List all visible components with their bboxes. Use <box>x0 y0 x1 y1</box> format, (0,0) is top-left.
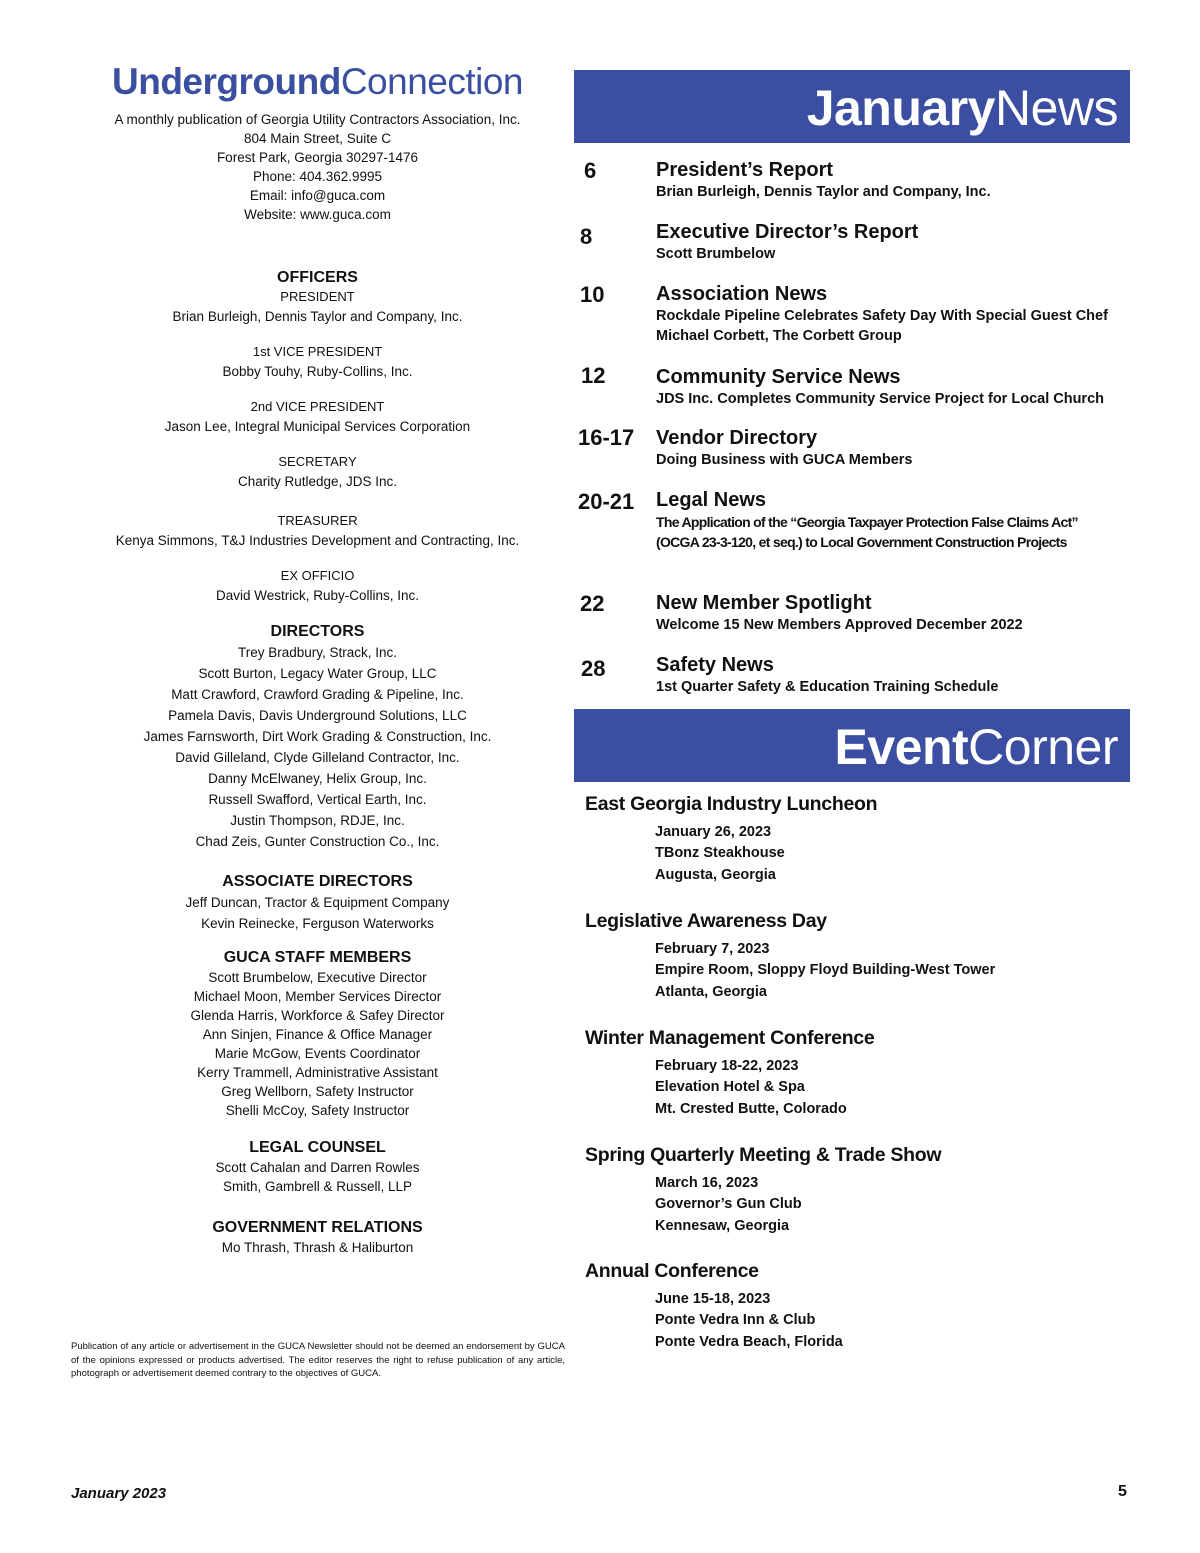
event-location: Atlanta, Georgia <box>655 983 767 1000</box>
government-relations-heading: GOVERNMENT RELATIONS <box>212 1219 423 1236</box>
staff-name: Scott Brumbelow, Executive Director <box>208 970 427 985</box>
officer-name: David Westrick, Ruby-Collins, Inc. <box>215 588 420 603</box>
director-name: Scott Burton, Legacy Water Group, LLC <box>198 666 437 681</box>
toc-subtitle: 1st Quarter Safety & Education Training Schedule <box>656 679 999 695</box>
disclaimer: Publication of any article or advertisement in the GUCA Newsletter should not be deemed an endorsement by GUCA of the opinions expressed or products advertised. The editor reserves the right to refuse publication of any article, photograph or advertisement deemed contrary to the objectives of GUCA. <box>71 1341 565 1379</box>
toc-title: Executive Director’s Report <box>656 221 919 243</box>
associate-director-name: Jeff Duncan, Tractor & Equipment Company <box>185 895 450 910</box>
banner-light: News <box>994 80 1118 136</box>
toc-page-number: 8 <box>580 224 593 249</box>
event-details <box>585 822 1130 886</box>
event-date: February 18-22, 2023 <box>655 1058 799 1074</box>
toc-page-number: 28 <box>581 656 606 681</box>
officer-role: TREASURER <box>277 513 358 528</box>
event-item <box>585 909 1130 1003</box>
tagline: A monthly publication of Georgia Utility Contractors Association, Inc. <box>114 112 521 127</box>
toc-title: Vendor Directory <box>656 427 818 449</box>
address-line-2: Forest Park, Georgia 30297-1476 <box>216 150 419 165</box>
staff-name: Marie McGow, Events Coordinator <box>214 1046 421 1061</box>
director-name: Chad Zeis, Gunter Construction Co., Inc. <box>195 834 440 849</box>
event-venue: Governor’s Gun Club <box>655 1196 802 1213</box>
officer-name: Bobby Touhy, Ruby-Collins, Inc. <box>222 364 413 379</box>
toc-page-number: 12 <box>581 363 606 388</box>
legal-counsel-name: Smith, Gambrell & Russell, LLP <box>222 1179 413 1194</box>
event-details <box>585 1173 1130 1237</box>
toc-subtitle: Welcome 15 New Members Approved December 2022 <box>656 617 1023 633</box>
event-title: Winter Management Conference <box>585 1027 875 1049</box>
event-details <box>585 1056 1130 1120</box>
publication-title <box>60 60 575 104</box>
toc-page-number: 20-21 <box>578 489 635 514</box>
footer-date: January 2023 <box>71 1485 167 1502</box>
officer-name: Brian Burleigh, Dennis Taylor and Company, Inc. <box>172 309 463 324</box>
officer-entry <box>60 288 575 327</box>
staff-list <box>60 968 575 1120</box>
officer-role: 2nd VICE PRESIDENT <box>250 399 385 414</box>
staff-name: Michael Moon, Member Services Director <box>193 989 442 1004</box>
toc-page-number: 10 <box>580 282 605 307</box>
toc-title: New Member Spotlight <box>656 592 872 614</box>
toc-subtitle: (OCGA 23-3-120, et seq.) to Local Government Construction Projects <box>656 534 1067 550</box>
banner-light: Corner <box>968 719 1118 775</box>
event-location: Ponte Vedra Beach, Florida <box>655 1333 843 1350</box>
event-location: Kennesaw, Georgia <box>655 1217 790 1234</box>
director-name: Justin Thompson, RDJE, Inc. <box>230 813 405 828</box>
officers-heading: OFFICERS <box>277 269 358 286</box>
event-venue: Ponte Vedra Inn & Club <box>655 1312 816 1329</box>
title-light: Connection <box>340 61 523 102</box>
staff-name: Greg Wellborn, Safety Instructor <box>221 1084 414 1099</box>
director-name: Matt Crawford, Crawford Grading & Pipeline, Inc. <box>171 687 464 702</box>
staff-heading: GUCA STAFF MEMBERS <box>223 949 412 966</box>
event-venue: Empire Room, Sloppy Floyd Building-West Tower <box>655 962 996 979</box>
government-relations-name: Mo Thrash, Thrash & Haliburton <box>221 1240 414 1255</box>
toc-body <box>656 282 1136 346</box>
legal-counsel-name: Scott Cahalan and Darren Rowles <box>215 1160 420 1175</box>
legal-counsel-heading: LEGAL COUNSEL <box>249 1139 386 1156</box>
associate-director-name: Kevin Reinecke, Ferguson Waterworks <box>201 916 434 931</box>
associate-directors-list <box>60 892 575 934</box>
event-item <box>585 1259 1130 1353</box>
title-bold: Underground <box>112 61 341 102</box>
toc-subtitle: Michael Corbett, The Corbett Group <box>656 328 902 344</box>
toc-title: Safety News <box>656 654 774 676</box>
toc-body <box>656 426 1136 470</box>
address-line-1: 804 Main Street, Suite C <box>243 131 392 146</box>
website: Website: www.guca.com <box>244 207 391 222</box>
legal-counsel-list <box>60 1158 575 1196</box>
email: Email: info@guca.com <box>249 188 386 203</box>
officer-name: Jason Lee, Integral Municipal Services Corporation <box>164 419 471 434</box>
toc-title: President’s Report <box>656 159 834 181</box>
directors-list <box>60 642 575 852</box>
officer-role: PRESIDENT <box>280 289 355 304</box>
toc-subtitle: Rockdale Pipeline Celebrates Safety Day With Special Guest Chef <box>656 308 1108 324</box>
director-name: Danny McElwaney, Helix Group, Inc. <box>208 771 427 786</box>
toc-title: Association News <box>656 283 828 305</box>
associate-directors-heading: ASSOCIATE DIRECTORS <box>222 873 413 890</box>
director-name: Russell Swafford, Vertical Earth, Inc. <box>208 792 427 807</box>
officer-entry <box>60 453 575 492</box>
staff-name: Shelli McCoy, Safety Instructor <box>225 1103 410 1118</box>
officer-entry <box>60 512 575 551</box>
banner-bold: Event <box>834 719 969 775</box>
event-item <box>585 1026 1130 1120</box>
event-location: Augusta, Georgia <box>655 866 776 883</box>
event-item <box>585 792 1130 886</box>
directors-heading: DIRECTORS <box>270 623 365 640</box>
toc-page-number: 16-17 <box>578 425 635 450</box>
director-name: David Gilleland, Clyde Gilleland Contractor, Inc. <box>175 750 460 765</box>
government-relations-list <box>60 1238 575 1257</box>
toc-subtitle: JDS Inc. Completes Community Service Project for Local Church <box>656 391 1104 407</box>
event-date: January 26, 2023 <box>655 824 772 840</box>
event-item <box>585 1143 1130 1237</box>
event-title: Spring Quarterly Meeting & Trade Show <box>585 1144 942 1166</box>
officer-name: Charity Rutledge, JDS Inc. <box>237 474 398 489</box>
toc-body <box>656 591 1136 635</box>
toc-body <box>656 220 1136 264</box>
officer-role: EX OFFICIO <box>280 568 355 583</box>
publication-info <box>60 110 575 224</box>
event-details <box>585 939 1130 1003</box>
director-name: James Farnsworth, Dirt Work Grading & Construction, Inc. <box>143 729 492 744</box>
toc-title: Legal News <box>656 489 767 511</box>
officer-role: SECRETARY <box>278 454 357 469</box>
toc-title: Community Service News <box>656 366 901 388</box>
event-date: June 15-18, 2023 <box>655 1291 771 1307</box>
toc-body <box>656 365 1136 409</box>
toc-page-number: 22 <box>580 591 605 616</box>
january-news-banner <box>574 70 1130 143</box>
officer-name: Kenya Simmons, T&J Industries Development and Contracting, Inc. <box>115 533 520 548</box>
event-date: March 16, 2023 <box>655 1175 759 1191</box>
staff-name: Kerry Trammell, Administrative Assistant <box>197 1065 438 1080</box>
director-name: Trey Bradbury, Strack, Inc. <box>237 645 398 660</box>
toc-body <box>656 488 1136 552</box>
officer-entry <box>60 567 575 606</box>
event-title: East Georgia Industry Luncheon <box>585 793 878 815</box>
event-venue: Elevation Hotel & Spa <box>655 1079 805 1096</box>
toc-body <box>656 158 1136 202</box>
page-number: 5 <box>1118 1483 1127 1500</box>
officer-entry <box>60 343 575 382</box>
event-title: Legislative Awareness Day <box>585 910 827 932</box>
director-name: Pamela Davis, Davis Underground Solutions, LLC <box>168 708 467 723</box>
masthead-column <box>60 60 575 1257</box>
staff-name: Glenda Harris, Workforce & Safey Director <box>190 1008 445 1023</box>
event-title: Annual Conference <box>585 1260 759 1282</box>
toc-subtitle: Brian Burleigh, Dennis Taylor and Company, Inc. <box>656 184 991 200</box>
event-corner-banner <box>574 709 1130 782</box>
event-details <box>585 1289 1130 1353</box>
toc-subtitle: Scott Brumbelow <box>656 246 776 262</box>
event-date: February 7, 2023 <box>655 941 770 957</box>
toc-body <box>656 653 1136 697</box>
toc-page-number: 6 <box>584 158 597 183</box>
event-location: Mt. Crested Butte, Colorado <box>655 1100 847 1117</box>
banner-bold: January <box>806 80 995 136</box>
officer-entry <box>60 398 575 437</box>
staff-name: Ann Sinjen, Finance & Office Manager <box>202 1027 433 1042</box>
officer-role: 1st VICE PRESIDENT <box>252 344 383 359</box>
toc-subtitle: The Application of the “Georgia Taxpayer Protection False Claims Act” <box>656 514 1078 530</box>
toc-subtitle: Doing Business with GUCA Members <box>656 452 913 468</box>
officers-list <box>60 288 575 606</box>
event-venue: TBonz Steakhouse <box>655 845 785 862</box>
phone: Phone: 404.362.9995 <box>252 169 383 184</box>
